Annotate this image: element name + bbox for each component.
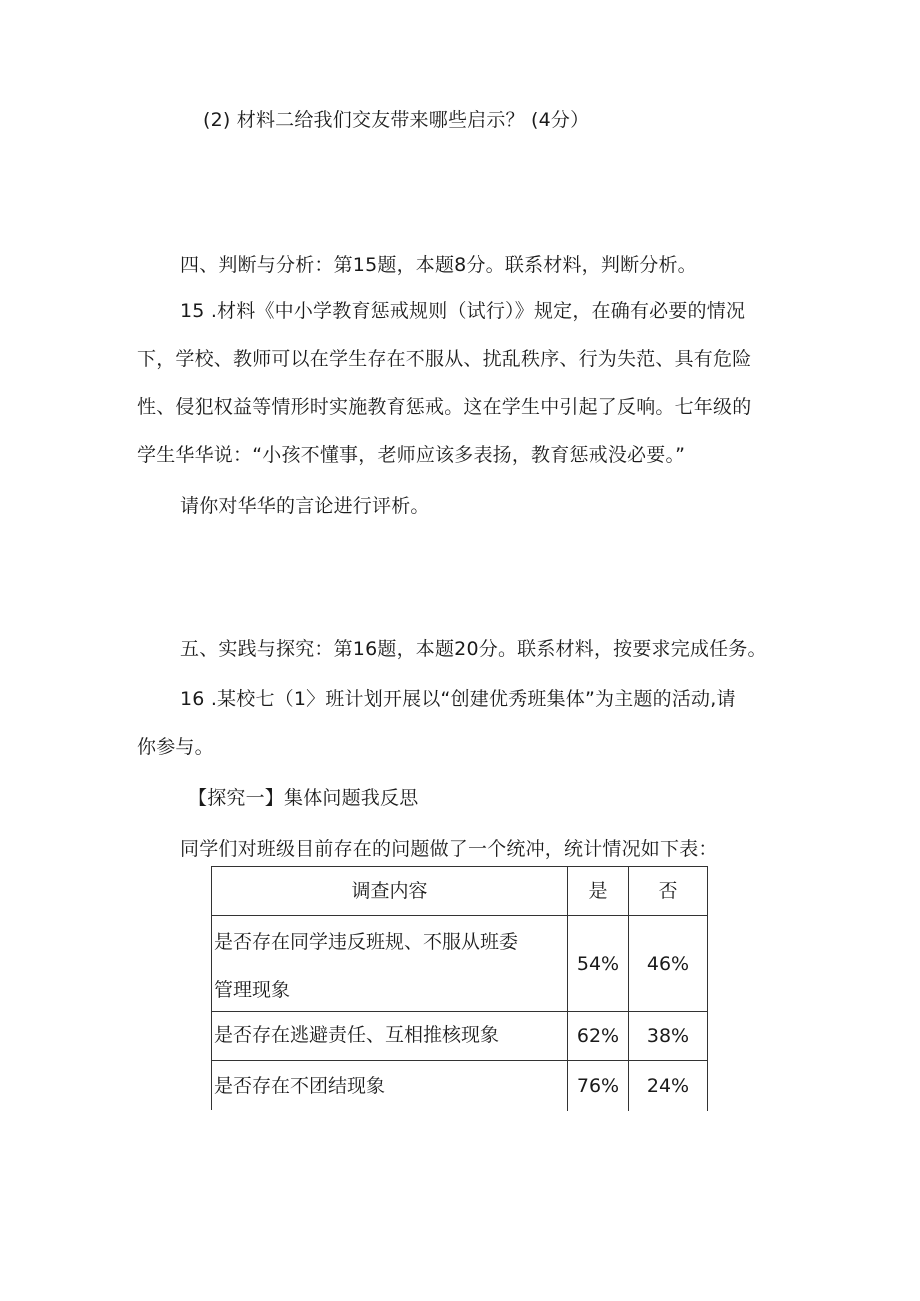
table-row [212, 916, 568, 1012]
explore-1-heading: 【探究一】集体问题我反思 [188, 787, 419, 809]
table-row [212, 1012, 568, 1061]
survey-intro: 同学们对班级目前存在的问题做了一个统冲，统计情况如下表： [180, 838, 718, 860]
question-15-line-1: 15 .材料《中小学教育惩戒规则（试行）》规定，在确有必要的情况 [180, 300, 746, 322]
table-cell-content: 是否存在同学违反班规、不服从班委 [214, 931, 519, 953]
table-cell-no: 46% [629, 916, 708, 1012]
question-15-line-2: 下，学校、教师可以在学生存在不服从、扰乱秩序、行为失范、具有危险 [137, 348, 752, 370]
table-cell-no: 38% [629, 1012, 708, 1061]
question-16-line-2: 你参与。 [137, 736, 214, 758]
table-cell-yes: 62% [568, 1012, 629, 1061]
question-15-ask: 请你对华华的言论进行评析。 [180, 495, 430, 517]
question-2: (2) 材料二给我们交友带来哪些启示？ (4分） [203, 109, 590, 131]
section-4-heading: 四、判断与分析：第15题，本题8分。联系材料，判断分析。 [180, 254, 697, 276]
table-cell-content-cont: 管理现象 [214, 979, 291, 1001]
table-cell-content: 是否存在逃避责任、互相推核现象 [214, 1024, 500, 1046]
table-cell-content: 是否存在不团结现象 [214, 1075, 386, 1097]
table-cell-yes: 76% [568, 1061, 629, 1111]
survey-table [211, 866, 708, 1110]
question-16-line-1: 16 .某校七（1〉班计划开展以“创建优秀班集体”为主题的活动,请 [180, 688, 736, 710]
table-cell-no: 24% [629, 1061, 708, 1111]
question-15-line-3: 性、侵犯权益等情形时实施教育惩戒。这在学生中引起了反响。七年级的 [137, 396, 752, 418]
table-header-no: 否 [629, 867, 708, 916]
table-row [212, 1061, 568, 1111]
table-cell-yes: 54% [568, 916, 629, 1012]
table-header-yes: 是 [568, 867, 629, 916]
question-15-line-4: 学生华华说：“小孩不懂事，老师应该多表扬，教育惩戒没必要。” [137, 444, 686, 466]
section-5-heading: 五、实践与探究：第16题，本题20分。联系材料，按要求完成任务。 [180, 638, 767, 660]
table-header-content: 调查内容 [212, 867, 568, 916]
